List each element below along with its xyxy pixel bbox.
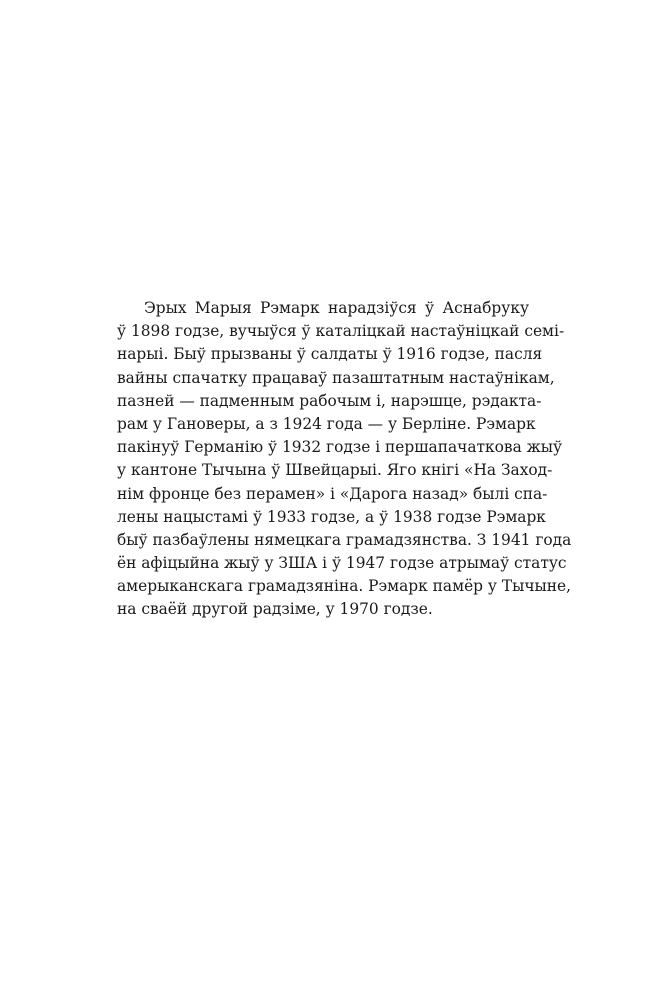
paragraph-line: нім фронце без перамен» і «Дарога назад» былі спа- bbox=[117, 484, 548, 503]
paragraph-line: ён афіцыйна жыў у ЗША і ў 1947 годзе атрымаў статус bbox=[117, 554, 567, 573]
paragraph-line: вайны спачатку працаваў пазаштатным настаўнікам, bbox=[117, 368, 555, 387]
paragraph-line: Эрых Марыя Рэмарк нарадзіўся ў Аснабруку bbox=[144, 299, 529, 317]
paragraph-line: пакінуў Германію ў 1932 годзе і першапачаткова жыў bbox=[117, 438, 563, 457]
author-biography-paragraph bbox=[117, 297, 572, 622]
paragraph-line: на сваёй другой радзіме, у 1970 годзе. bbox=[117, 600, 433, 619]
paragraph-line: быў пазбаўлены нямецкага грамадзянства. З 1941 года bbox=[117, 530, 572, 549]
paragraph-line: ў 1898 годзе, вучыўся ў каталіцкай настаўніцкай семі- bbox=[117, 322, 565, 341]
paragraph-line: лены нацыстамі ў 1933 годзе, а ў 1938 годзе Рэмарк bbox=[117, 507, 546, 526]
paragraph-line: пазней — падменным рабочым і, нарэшце, рэдакта- bbox=[117, 391, 542, 410]
paragraph-line: амерыканскага грамадзяніна. Рэмарк памёр у Тычыне, bbox=[117, 577, 572, 596]
paragraph-line: у кантоне Тычына ў Швейцарыі. Яго кнігі «На Заход- bbox=[117, 461, 553, 480]
paragraph-line: рам у Гановеры, а з 1924 года — у Берліне. Рэмарк bbox=[117, 414, 536, 433]
paragraph-line: нарыі. Быў прызваны ў салдаты ў 1916 годзе, пасля bbox=[117, 345, 543, 364]
